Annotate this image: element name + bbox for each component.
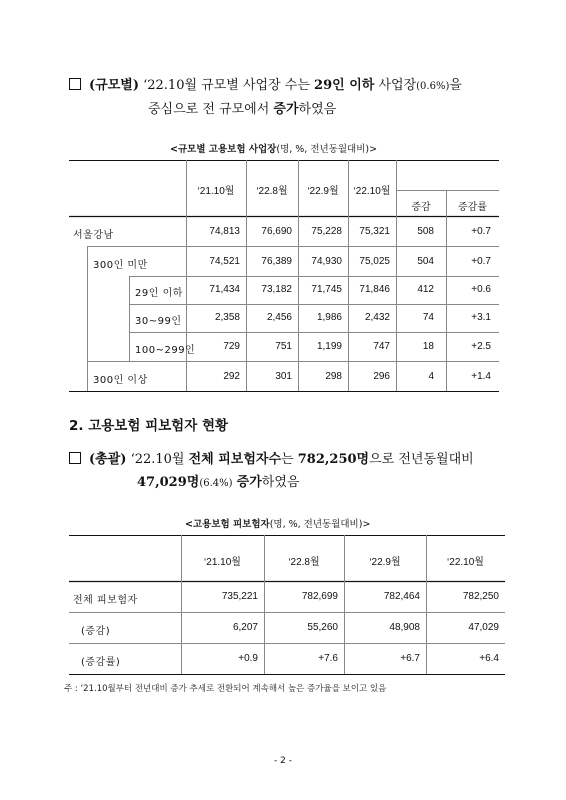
section2-text-end: 으로 전년동월대비: [369, 452, 474, 467]
section2-paragraph-line2: [137, 473, 299, 494]
section1-line2-text: 중심으로 전 규모에서: [148, 102, 274, 117]
section2-paragraph: [69, 450, 474, 470]
table1-header-1: ‘21.10월: [197, 186, 235, 197]
table1-cell: 71,745: [311, 284, 342, 295]
section1-label: (규모별): [89, 78, 139, 93]
table1-cell: +0.6: [471, 284, 491, 295]
section2-heading: 2. 고용보험 피보험자 현황: [69, 418, 229, 434]
section2-line2-bold-2: 증가: [236, 475, 262, 490]
table2-cell: 782,464: [383, 591, 420, 602]
table1-cell: +0.7: [471, 256, 491, 267]
table1-row-label: 서울강남: [73, 230, 114, 241]
table1-cell: 1,986: [316, 312, 342, 323]
table2-cell: 735,221: [221, 591, 258, 602]
table2-header-1: ‘21.10월: [204, 557, 241, 568]
table1-cell: 504: [417, 256, 434, 267]
table2: [69, 535, 505, 675]
table1-cell: +0.7: [471, 226, 491, 237]
table1-cell: 75,228: [311, 226, 342, 237]
table2-cell: +0.9: [238, 653, 258, 664]
section1-bold-text: 29인 이하: [314, 78, 375, 93]
section2-bold: 전체 피보험자수: [188, 452, 282, 467]
section2-mid: 는: [281, 452, 298, 467]
section1-text-end: 을: [449, 78, 462, 93]
table1-cell: 1,199: [316, 341, 342, 352]
table1-cell: 74: [422, 312, 434, 323]
section2-label: (총괄): [89, 452, 127, 467]
table2-cell: +6.4: [479, 653, 499, 664]
table1-cell: 71,846: [359, 284, 390, 295]
table2-cell: +7.6: [318, 653, 338, 664]
table1-cell: 298: [325, 371, 342, 382]
table1-cell: 74,813: [209, 226, 240, 237]
table1-cell: 2,358: [214, 312, 240, 323]
section2-bold-2: 782,250명: [297, 452, 370, 467]
table1-row-label: 300인 미만: [93, 260, 148, 271]
table1-cell: 747: [373, 341, 390, 352]
table1-cell: 508: [417, 226, 434, 237]
table1-cell: 76,389: [261, 256, 292, 267]
table1-cell: 4: [428, 371, 434, 382]
table1-cell: 751: [275, 341, 292, 352]
table1-caption-bold: <규모별 고용보험 사업장: [170, 144, 277, 155]
table2-cell: 48,908: [389, 622, 420, 633]
table2-cell: 55,260: [307, 622, 338, 633]
table1-caption: [170, 141, 377, 155]
section2-line2-end: 하였음: [261, 475, 300, 490]
table1-cell: +1.4: [471, 371, 491, 382]
table1-subheader-change: 증감: [411, 202, 431, 213]
table1-cell: 73,182: [261, 284, 292, 295]
table1-cell: 729: [223, 341, 240, 352]
table1-cell: 301: [275, 371, 292, 382]
table2-cell: 782,699: [301, 591, 338, 602]
section1-text: ‘22.10월 규모별 사업장 수는: [143, 78, 315, 93]
table1-cell: 412: [417, 284, 434, 295]
table1-header-2: ‘22.8월: [256, 186, 288, 197]
section1-line2-bold: 증가: [273, 102, 299, 117]
table1-row-label: 29인 이하: [135, 288, 183, 299]
table2-header-4: ‘22.10월: [447, 557, 484, 568]
table2-row-label: (증감률): [81, 657, 121, 668]
table2-caption-rest: (명, %, 전년동월대비)>: [269, 519, 371, 530]
table1-row-label: 300인 이상: [93, 375, 148, 386]
table2-caption-bold: <고용보험 피보험자: [185, 519, 270, 530]
checkbox-square-icon: [69, 78, 81, 90]
checkbox-square-icon-2: [69, 452, 81, 464]
footnote: 주 : ‘21.10월부터 전년대비 증가 추세로 전환되어 계속해서 높은 증가율을 보이고 있음: [64, 684, 387, 694]
table1-cell: +2.5: [471, 341, 491, 352]
section2-text: ‘22.10월: [130, 452, 189, 467]
table1-cell: 2,432: [364, 312, 390, 323]
table2-caption: [185, 516, 370, 530]
table2-row-label: 전체 피보험자: [73, 595, 138, 606]
table1-cell: 75,321: [359, 226, 390, 237]
table2-cell: 6,207: [232, 622, 258, 633]
section2-line2-pct: (6.4%): [199, 478, 233, 489]
table1-cell: 74,930: [311, 256, 342, 267]
table2-row-label: (증감): [81, 626, 111, 637]
table1-cell: 18: [422, 341, 434, 352]
table1-cell: 74,521: [209, 256, 240, 267]
table1-row-label: 100~299인: [135, 345, 196, 356]
table2-header-2: ‘22.8월: [288, 557, 320, 568]
table1-row-label: 30~99인: [135, 316, 182, 327]
page-number: - 2 -: [274, 756, 292, 766]
table1-cell: 71,434: [209, 284, 240, 295]
table1-cell: 296: [373, 371, 390, 382]
section1-paragraph: [69, 76, 462, 97]
section2-line2-bold: 47,029명: [137, 475, 200, 490]
table1-header-3: ‘22.9월: [307, 186, 339, 197]
section1-text-2: 사업장: [374, 78, 417, 93]
table2-cell: +6.7: [400, 653, 420, 664]
section1-percent: (0.6%): [416, 81, 450, 92]
table1-cell: 292: [223, 371, 240, 382]
table1-cell: 76,690: [261, 226, 292, 237]
table2-cell: 47,029: [468, 622, 499, 633]
table2-cell: 782,250: [462, 591, 499, 602]
section1-paragraph-line2: [148, 100, 336, 120]
table1: [69, 160, 499, 392]
table1-cell: 2,456: [266, 312, 292, 323]
table1-cell: +3.1: [471, 312, 491, 323]
table1-cell: 75,025: [359, 256, 390, 267]
table1-subheader-rate: 증감률: [458, 202, 487, 213]
table1-caption-rest: (명, %, 전년동월대비)>: [276, 144, 378, 155]
section1-line2-end: 하였음: [298, 102, 337, 117]
table1-header-4: ‘22.10월: [353, 186, 391, 197]
table2-header-3: ‘22.9월: [369, 557, 401, 568]
